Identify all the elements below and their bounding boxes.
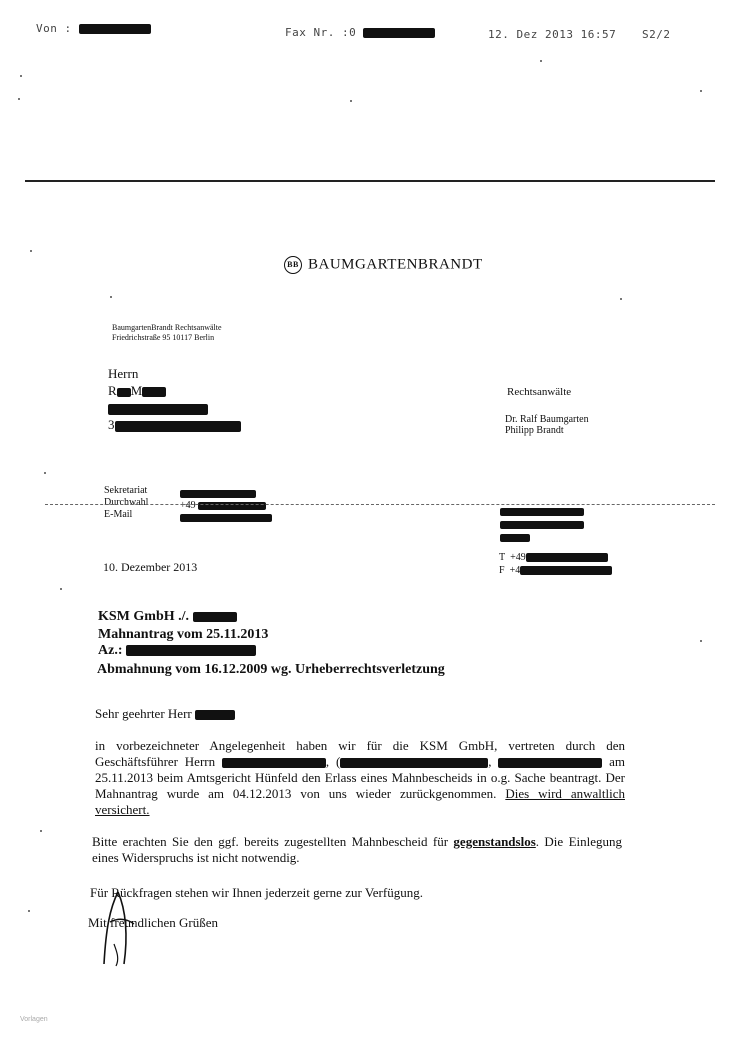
logo-text: BAUMGARTENBRANDT — [308, 256, 483, 273]
contact-values — [180, 488, 272, 524]
recipient-salutation: Herrn — [108, 366, 139, 381]
footer-watermark: Vorlagen — [20, 1016, 48, 1023]
letter-date: 10. Dezember 2013 — [103, 560, 198, 574]
header-divider — [25, 180, 715, 182]
sidebar-fax: F +4 — [499, 564, 612, 577]
fax-page: S2/2 — [642, 28, 671, 41]
greeting: Sehr geehrter Herr — [95, 706, 235, 722]
redaction-block — [79, 24, 151, 34]
sidebar-lawyer-2: Philipp Brandt — [505, 425, 564, 436]
sidebar-lawyers — [505, 414, 589, 436]
subject-line-1: KSM GmbH ./. — [98, 609, 237, 625]
letterhead-logo — [284, 256, 483, 274]
fax-from — [36, 22, 151, 35]
sender-line-2: Friedrichstraße 95 10117 Berlin — [112, 333, 215, 342]
sidebar-phone-fax — [499, 551, 612, 577]
sidebar-lawyer-1: Dr. Ralf Baumgarten — [505, 414, 589, 425]
paragraph-1: in vorbezeichneter Angelegenheit haben wir für die KSM GmbH, vertreten durch den Geschäftsführer Herrn , ( , am 25.11.2013 beim Amtsgericht Hünfeld den Erlass eines Mahnbescheids in o.g. Sache beantragt. Der Mahnantrag wurde am 04.12.2013 von uns wieder zurückgenommen. Dies wird anwaltlich versichert. — [95, 738, 626, 817]
signature-icon — [96, 888, 144, 968]
fax-number-prefix: 0 — [349, 26, 357, 39]
sender-line — [112, 323, 222, 343]
subject-line-2: Mahnantrag vom 25.11.2013 — [98, 627, 269, 642]
recipient-city: 3 — [108, 416, 241, 433]
fax-datetime: 12. Dez 2013 16:57 — [488, 28, 617, 41]
recipient-name: R M — [108, 382, 241, 399]
direct-label: Durchwahl — [104, 497, 149, 508]
subject-line-3: Az.: — [98, 643, 256, 659]
subject-line-4: Abmahnung vom 16.12.2009 wg. Urheberrechtsverletzung — [97, 662, 445, 677]
direct-prefix: +49 — [180, 500, 196, 511]
fax-from-label: Von : — [36, 22, 72, 35]
paragraph-1-assurance: Dies wird anwaltlich versichert. — [95, 786, 625, 817]
sidebar-phone: T +49 — [499, 551, 612, 564]
email-label: E-Mail — [104, 509, 133, 520]
paragraph-2-emphasis: gegenstandslos — [453, 834, 536, 849]
fold-line — [45, 504, 715, 505]
sidebar-heading: Rechtsanwälte — [507, 386, 572, 398]
redaction-block — [363, 28, 435, 38]
closing: Mit freundlichen Grüßen — [88, 915, 218, 930]
logo-mark-icon: BB — [284, 256, 302, 274]
paragraph-3: Für Rückfragen stehen wir Ihnen jederzeit gerne zur Verfügung. — [90, 885, 423, 900]
sender-line-1: BaumgartenBrandt Rechtsanwälte — [112, 323, 222, 332]
recipient-address — [108, 365, 241, 433]
contact-labels — [104, 485, 148, 521]
fax-number-label: Fax Nr. : — [285, 26, 350, 39]
fax-number — [285, 26, 435, 39]
recipient-street — [108, 399, 241, 416]
secretary-label: Sekretariat — [104, 485, 148, 496]
paragraph-2: Bitte erachten Sie den ggf. bereits zugestellten Mahnbescheid für gegenstandslos. Die Einlegung eines Widerspruchs ist nicht notwendig. — [92, 834, 623, 865]
sidebar-address — [500, 505, 584, 544]
